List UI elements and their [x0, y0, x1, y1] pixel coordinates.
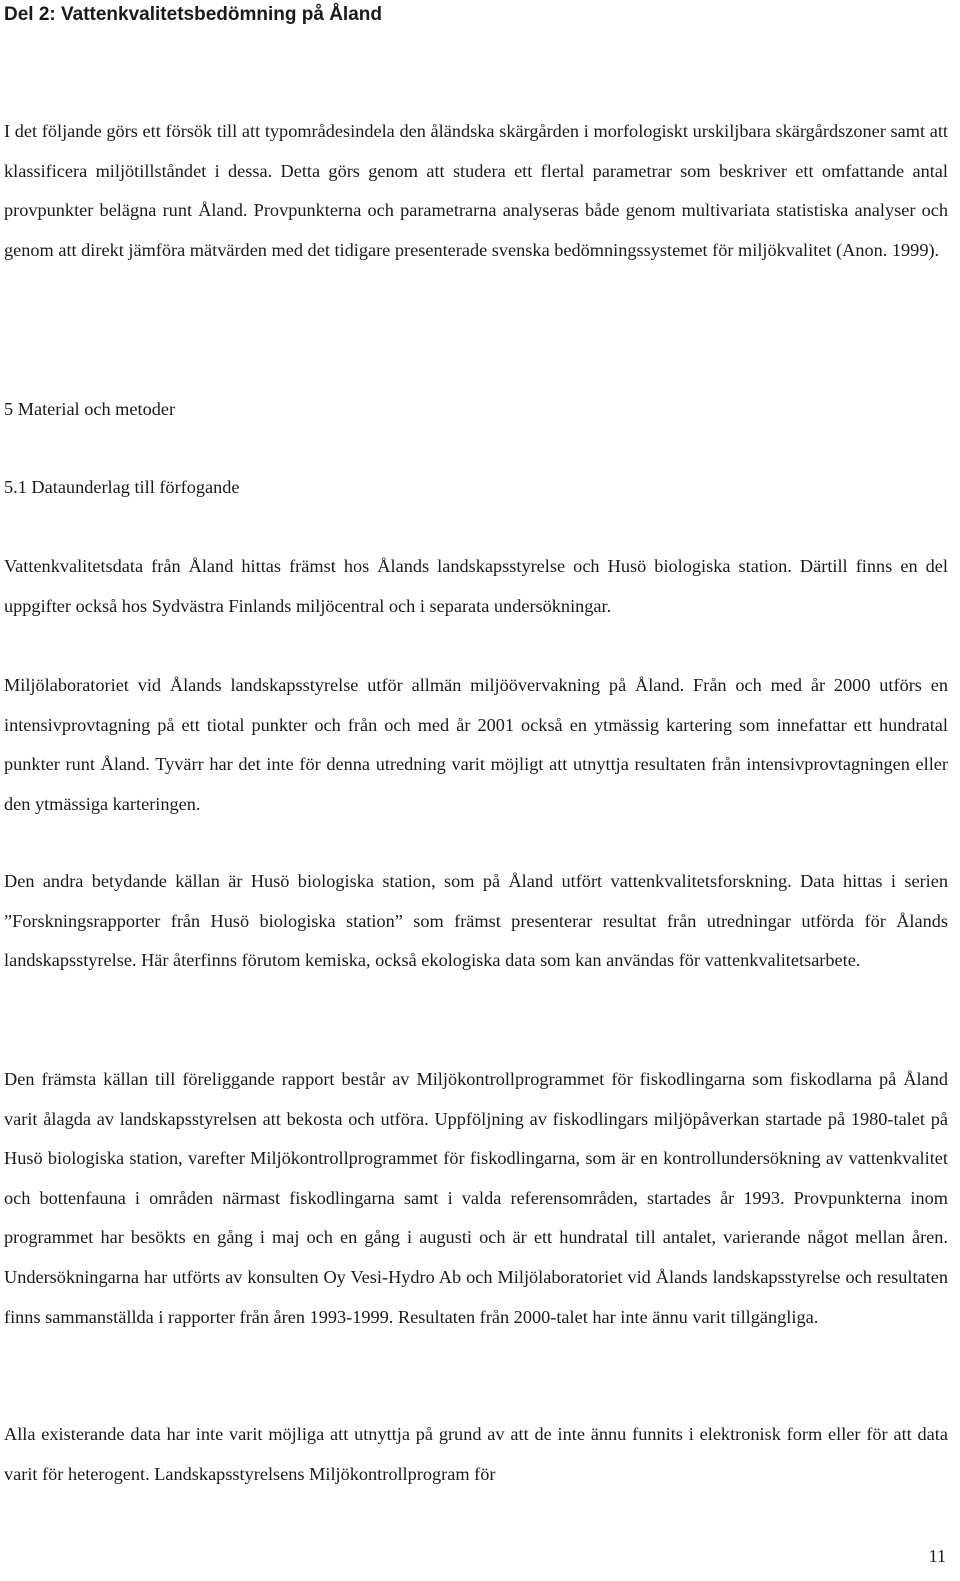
body-paragraph: Alla existerande data har inte varit möjliga att utnyttja på grund av att de inte ännu funnits i elektronisk form eller för att data varit för heterogent. Landskapsstyrelsens Miljökontrollprogram för	[4, 1424, 948, 1484]
body-paragraph: Miljölaboratoriet vid Ålands landskapsstyrelse utför allmän miljöövervakning på Åland. Från och med år 2000 utförs en intensivprovtagning på ett tiotal punkter och från och med år 2001 också en ytmässig kartering som innefattar ett hundratal punkter runt Åland. Tyvärr har det inte för denna utredning varit möjligt att utnyttja resultaten från intensivprovtagningen eller den ytmässiga karteringen.	[4, 675, 948, 814]
body-paragraph: Den andra betydande källan är Husö biologiska station, som på Åland utfört vattenkvalitetsforskning. Data hittas i serien ”Forskningsrapporter från Husö biologiska station” som främst presenterar resultat från utredningar utförda för Ålands landskapsstyrelse. Här återfinns förutom kemiska, också ekologiska data som kan användas för vattenkvalitetsarbete.	[4, 871, 948, 971]
page-heading: Del 2: Vattenkvalitetsbedömning på Åland	[4, 4, 382, 25]
body-paragraph: Den främsta källan till föreliggande rapport består av Miljökontrollprogrammet för fiskodlingarna som fiskodlarna på Åland varit ålagda av landskapsstyrelsen att bekosta och utföra. Uppföljning av fiskodlingars miljöpåverkan startade på 1980-talet på Husö biologiska station, varefter Miljökontrollprogrammet för fiskodlingarna, som är en kontrollundersökning av vattenkvalitet och bottenfauna i områden närmast fiskodlingarna samt i valda referensområden, startades år 1993. Provpunkterna inom programmet har besökts en gång i maj och en gång i augusti och är ett hundratal till antalet, varierande något mellan åren. Undersökningarna har utförts av konsulten Oy Vesi-Hydro Ab och Miljölaboratoriet vid Ålands landskapsstyrelse och resultaten finns sammanställda i rapporter från åren 1993-1999. Resultaten från 2000-talet har inte ännu varit tillgängliga.	[4, 1069, 948, 1327]
intro-paragraph: I det följande görs ett försök till att typområdesindela den åländska skärgården i morfologiskt urskiljbara skärgårdszoner samt att klassificera miljötillståndet i dessa. Detta görs genom att studera ett flertal parametrar som beskriver ett omfattande antal provpunkter belägna runt Åland. Provpunkterna och parametrarna analyseras både genom multivariata statistiska analyser och genom att direkt jämföra mätvärden med det tidigare presenterade svenska bedömningssystemet för miljökvalitet (Anon. 1999).	[4, 121, 948, 260]
section-heading: 5 Material och metoder	[4, 399, 176, 419]
page-number: 11	[928, 1546, 946, 1566]
subsection-heading: 5.1 Dataunderlag till förfogande	[4, 477, 240, 497]
body-paragraph: Vattenkvalitetsdata från Åland hittas främst hos Ålands landskapsstyrelse och Husö biologiska station. Därtill finns en del uppgifter också hos Sydvästra Finlands miljöcentral och i separata undersökningar.	[4, 556, 948, 616]
